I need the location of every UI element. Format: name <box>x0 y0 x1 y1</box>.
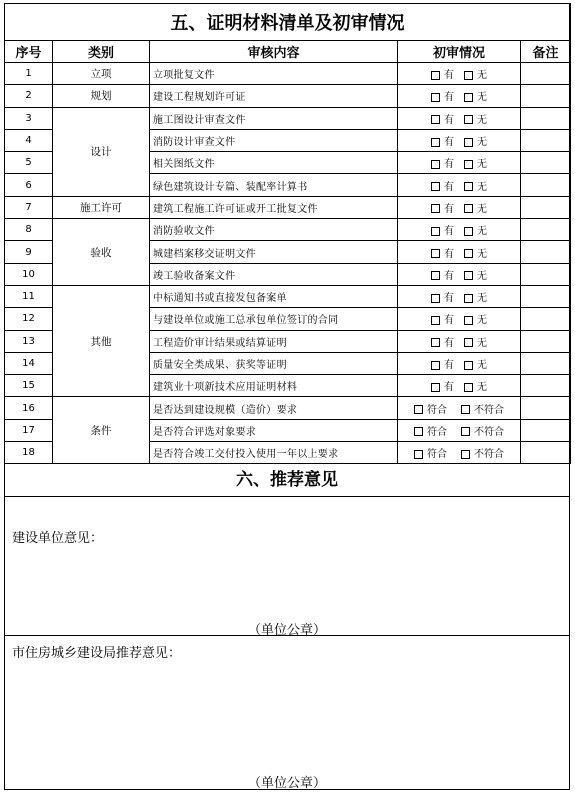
checkbox-icon[interactable] <box>464 338 473 347</box>
option-label: 无 <box>477 270 487 282</box>
row-number: 5 <box>5 152 53 174</box>
row-number: 17 <box>5 419 53 441</box>
option-yes[interactable] <box>431 289 454 304</box>
option-label: 无 <box>477 70 487 82</box>
checkbox-icon[interactable] <box>431 204 440 213</box>
row-status <box>398 63 521 85</box>
row-category: 其他 <box>53 285 150 396</box>
row-category: 设计 <box>53 107 150 196</box>
option-label: 不符合 <box>474 404 504 416</box>
option-no[interactable] <box>464 378 487 393</box>
table-row <box>5 285 571 307</box>
option-yes[interactable] <box>431 245 454 260</box>
option-label: 无 <box>477 337 487 349</box>
checkbox-icon[interactable] <box>414 405 423 414</box>
checkbox-icon[interactable] <box>464 249 473 258</box>
row-note[interactable] <box>521 263 571 285</box>
table-row <box>5 196 571 218</box>
option-no[interactable] <box>464 178 487 193</box>
table-row <box>5 85 571 107</box>
option-no[interactable] <box>464 289 487 304</box>
checkbox-icon[interactable] <box>431 138 440 147</box>
option-yes[interactable] <box>431 178 454 193</box>
option-label: 无 <box>477 92 487 104</box>
option-label: 有 <box>444 137 454 149</box>
row-status <box>398 152 521 174</box>
row-item: 竣工验收备案文件 <box>150 263 398 285</box>
row-status <box>398 107 521 129</box>
row-number: 2 <box>5 85 53 107</box>
row-number: 6 <box>5 174 53 196</box>
row-status <box>398 330 521 352</box>
option-no[interactable] <box>464 66 487 81</box>
row-category: 施工许可 <box>53 196 150 218</box>
option-label: 符合 <box>427 449 447 461</box>
checkbox-icon[interactable] <box>464 71 473 80</box>
checkbox-icon[interactable] <box>464 227 473 236</box>
checkbox-icon[interactable] <box>431 93 440 102</box>
option-nonconform[interactable] <box>461 445 504 460</box>
checkbox-icon[interactable] <box>464 115 473 124</box>
option-label: 有 <box>444 70 454 82</box>
row-note[interactable] <box>521 285 571 307</box>
table-row <box>5 63 571 85</box>
checkbox-icon[interactable] <box>431 182 440 191</box>
row-note[interactable] <box>521 241 571 263</box>
checkbox-icon[interactable] <box>464 160 473 169</box>
bureau-opinion-label: 市住房城乡建设局推荐意见： <box>12 646 182 661</box>
row-status <box>398 241 521 263</box>
row-status <box>398 285 521 307</box>
checkbox-icon[interactable] <box>461 427 470 436</box>
row-number: 11 <box>5 285 53 307</box>
row-status <box>398 419 521 441</box>
option-label: 无 <box>477 315 487 327</box>
row-note[interactable] <box>521 129 571 151</box>
option-no[interactable] <box>464 155 487 170</box>
checkbox-icon[interactable] <box>464 316 473 325</box>
row-item: 与建设单位或施工总承包单位签订的合同 <box>150 308 398 330</box>
checkbox-icon[interactable] <box>431 316 440 325</box>
row-status <box>398 375 521 397</box>
table-row <box>5 219 571 241</box>
option-label: 有 <box>444 315 454 327</box>
header-category: 类别 <box>53 41 150 63</box>
row-category: 规划 <box>53 85 150 107</box>
option-label: 有 <box>444 226 454 238</box>
row-item: 消防验收文件 <box>150 219 398 241</box>
row-number: 12 <box>5 308 53 330</box>
row-number: 13 <box>5 330 53 352</box>
checkbox-icon[interactable] <box>431 71 440 80</box>
checkbox-icon[interactable] <box>464 383 473 392</box>
row-category: 立项 <box>53 63 150 85</box>
option-no[interactable] <box>464 88 487 103</box>
materials-table <box>4 3 571 464</box>
row-item: 中标通知书或直接发包备案单 <box>150 285 398 307</box>
row-item: 立项批复文件 <box>150 63 398 85</box>
option-yes[interactable] <box>431 378 454 393</box>
row-number: 8 <box>5 219 53 241</box>
option-label: 符合 <box>427 426 447 438</box>
row-item: 建筑业十项新技术应用证明材料 <box>150 375 398 397</box>
option-label: 无 <box>477 203 487 215</box>
row-item: 是否符合竣工交付投入使用一年以上要求 <box>150 442 398 464</box>
row-category: 验收 <box>53 219 150 286</box>
checkbox-icon[interactable] <box>464 182 473 191</box>
row-number: 10 <box>5 263 53 285</box>
checkbox-icon[interactable] <box>431 160 440 169</box>
checkbox-icon[interactable] <box>431 294 440 303</box>
row-note[interactable] <box>521 352 571 374</box>
row-number: 16 <box>5 397 53 419</box>
checkbox-icon[interactable] <box>431 383 440 392</box>
table-row <box>5 397 571 419</box>
option-label: 无 <box>477 114 487 126</box>
option-label: 有 <box>444 159 454 171</box>
option-no[interactable] <box>464 267 487 282</box>
option-no[interactable] <box>464 200 487 215</box>
row-note[interactable] <box>521 442 571 464</box>
checkbox-icon[interactable] <box>464 138 473 147</box>
row-item: 绿色建筑设计专篇、装配率计算书 <box>150 174 398 196</box>
row-note[interactable] <box>521 419 571 441</box>
row-note[interactable] <box>521 219 571 241</box>
row-status <box>398 263 521 285</box>
table-row <box>5 107 571 129</box>
option-label: 无 <box>477 293 487 305</box>
row-item: 消防设计审查文件 <box>150 129 398 151</box>
option-label: 有 <box>444 114 454 126</box>
option-no[interactable] <box>464 245 487 260</box>
option-yes[interactable] <box>431 111 454 126</box>
option-yes[interactable] <box>431 88 454 103</box>
option-label: 有 <box>444 337 454 349</box>
row-status <box>398 352 521 374</box>
option-yes[interactable] <box>431 222 454 237</box>
option-label: 无 <box>477 137 487 149</box>
checkbox-icon[interactable] <box>464 294 473 303</box>
option-no[interactable] <box>464 111 487 126</box>
checkbox-icon[interactable] <box>461 450 470 459</box>
row-number: 1 <box>5 63 53 85</box>
option-yes[interactable] <box>431 356 454 371</box>
option-label: 无 <box>477 382 487 394</box>
header-status: 初审情况 <box>398 41 521 63</box>
option-yes[interactable] <box>431 334 454 349</box>
option-label: 有 <box>444 181 454 193</box>
option-label: 无 <box>477 181 487 193</box>
option-no[interactable] <box>464 334 487 349</box>
option-conform[interactable] <box>414 423 447 438</box>
row-status <box>398 129 521 151</box>
checkbox-icon[interactable] <box>431 115 440 124</box>
row-item: 质量安全类成果、获奖等证明 <box>150 352 398 374</box>
option-label: 不符合 <box>474 449 504 461</box>
option-label: 无 <box>477 360 487 371</box>
option-label: 有 <box>444 293 454 305</box>
builder-opinion-label: 建设单位意见： <box>12 531 104 546</box>
row-status <box>398 308 521 330</box>
option-label: 有 <box>444 360 454 371</box>
row-item: 施工图设计审查文件 <box>150 107 398 129</box>
row-category: 条件 <box>53 397 150 464</box>
row-item: 建筑工程施工许可证或开工批复文件 <box>150 196 398 218</box>
section-title: 五、证明材料清单及初审情况 <box>5 4 571 41</box>
row-note[interactable] <box>521 107 571 129</box>
option-yes[interactable] <box>431 155 454 170</box>
checkbox-icon[interactable] <box>464 204 473 213</box>
row-status <box>398 196 521 218</box>
option-conform[interactable] <box>414 445 447 460</box>
row-number: 7 <box>5 196 53 218</box>
row-note[interactable] <box>521 375 571 397</box>
row-item: 是否达到建设规模（造价）要求 <box>150 397 398 419</box>
checkbox-icon[interactable] <box>431 227 440 236</box>
option-yes[interactable] <box>431 267 454 282</box>
builder-opinion-box[interactable] <box>4 497 570 636</box>
checkbox-icon[interactable] <box>431 338 440 347</box>
option-no[interactable] <box>464 133 487 148</box>
row-item: 城建档案移交证明文件 <box>150 241 398 263</box>
bureau-opinion-box[interactable] <box>4 636 570 790</box>
option-label: 有 <box>444 203 454 215</box>
row-note[interactable] <box>521 85 571 107</box>
row-number: 14 <box>5 352 53 374</box>
row-status <box>398 174 521 196</box>
row-number: 18 <box>5 442 53 464</box>
row-note[interactable] <box>521 308 571 330</box>
option-conform[interactable] <box>414 401 447 416</box>
option-label: 符合 <box>427 404 447 416</box>
checkbox-icon[interactable] <box>414 450 423 459</box>
row-item: 建设工程规划许可证 <box>150 85 398 107</box>
row-number: 4 <box>5 129 53 151</box>
row-note[interactable] <box>521 152 571 174</box>
option-yes[interactable] <box>431 66 454 81</box>
row-item: 是否符合评选对象要求 <box>150 419 398 441</box>
row-status <box>398 397 521 419</box>
option-label: 无 <box>477 248 487 260</box>
row-number: 15 <box>5 375 53 397</box>
option-nonconform[interactable] <box>461 423 504 438</box>
option-label: 无 <box>477 226 487 238</box>
header-content: 审核内容 <box>150 41 398 63</box>
checkbox-icon[interactable] <box>431 361 440 370</box>
option-label: 有 <box>444 382 454 394</box>
option-nonconform[interactable] <box>461 401 504 416</box>
option-label: 有 <box>444 248 454 260</box>
header-note: 备注 <box>521 41 571 63</box>
row-note[interactable] <box>521 397 571 419</box>
checkbox-icon[interactable] <box>431 271 440 280</box>
option-yes[interactable] <box>431 311 454 326</box>
recommendation-title: 六、推荐意见 <box>4 464 570 497</box>
row-note[interactable] <box>521 330 571 352</box>
row-status <box>398 85 521 107</box>
option-yes[interactable] <box>431 200 454 215</box>
builder-seal-label: （单位公章） <box>247 623 326 638</box>
checkbox-icon[interactable] <box>431 249 440 258</box>
row-item: 相关图纸文件 <box>150 152 398 174</box>
checkbox-icon[interactable] <box>414 427 423 436</box>
option-no[interactable] <box>464 356 487 371</box>
option-label: 有 <box>444 92 454 104</box>
row-item: 工程造价审计结果或结算证明 <box>150 330 398 352</box>
checkbox-icon[interactable] <box>464 271 473 280</box>
row-status <box>398 219 521 241</box>
checkbox-icon[interactable] <box>464 93 473 102</box>
bureau-seal-label: （单位公章） <box>247 776 326 791</box>
row-number: 3 <box>5 107 53 129</box>
checkbox-icon[interactable] <box>461 405 470 414</box>
row-number: 9 <box>5 241 53 263</box>
option-label: 有 <box>444 270 454 282</box>
option-no[interactable] <box>464 311 487 326</box>
header-num: 序号 <box>5 41 53 63</box>
option-yes[interactable] <box>431 133 454 148</box>
option-label: 不符合 <box>474 426 504 438</box>
option-label: 无 <box>477 159 487 171</box>
option-no[interactable] <box>464 222 487 237</box>
row-status <box>398 442 521 464</box>
row-note[interactable] <box>521 174 571 196</box>
row-note[interactable] <box>521 196 571 218</box>
checkbox-icon[interactable] <box>464 361 473 370</box>
row-note[interactable] <box>521 63 571 85</box>
